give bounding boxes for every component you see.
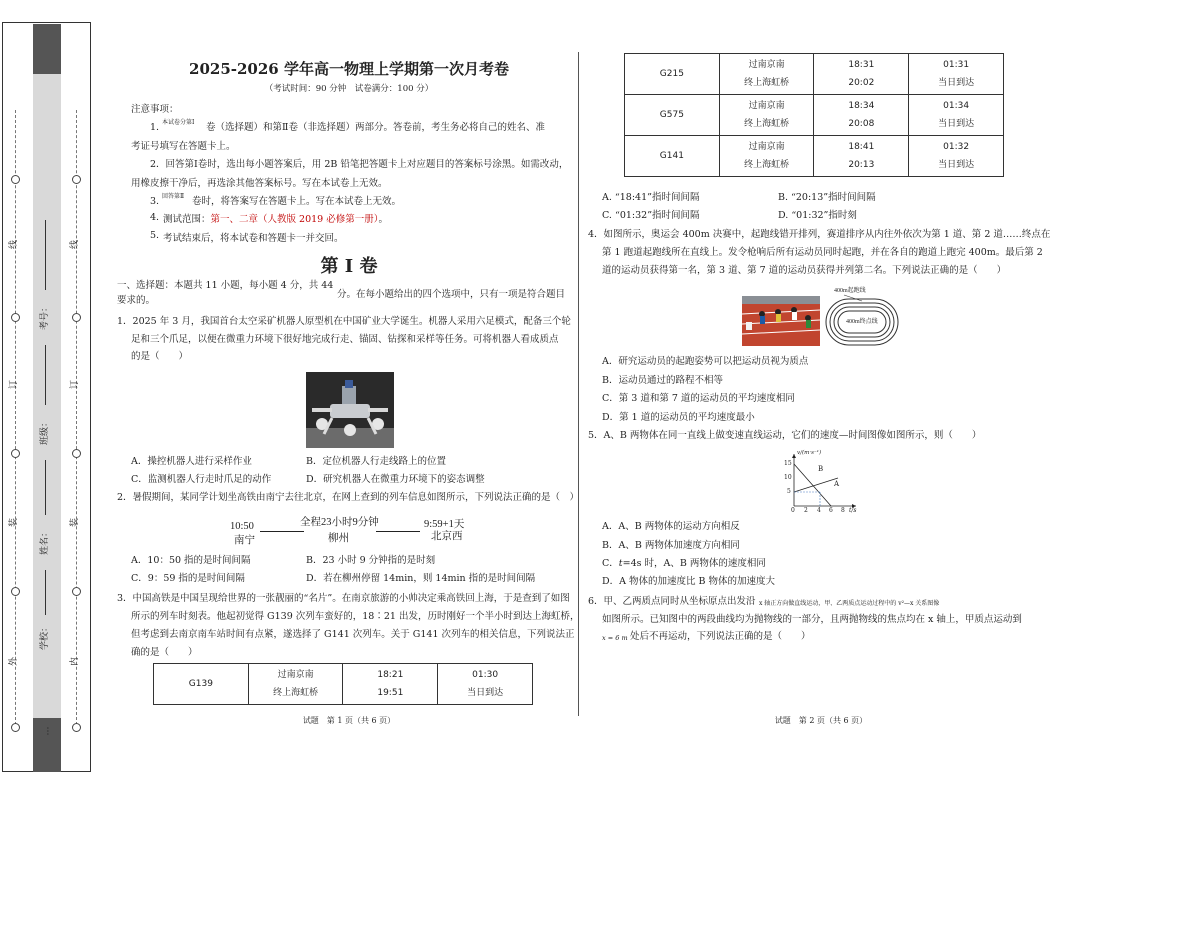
- q5-ytick-5: 5: [787, 488, 791, 495]
- exam-title: 2025-2026 学年高一物理上学期第一次月考卷: [189, 60, 509, 78]
- note-1-line-a: 卷（选择题）和第Ⅱ卷（非选择题）两部分。答卷前，考生务必将自己的姓名、准: [206, 122, 545, 133]
- strip-mark-zhuang: 装: [70, 517, 81, 528]
- footer-page-1: 试题 第 1 页（共 6 页）: [302, 716, 396, 725]
- time-cell: [343, 664, 438, 705]
- duration-cell: [909, 136, 1004, 177]
- q1-option-a: A．操控机器人进行采样作业: [131, 456, 252, 467]
- note-1-small: 本试卷分第Ⅰ: [162, 119, 195, 126]
- route-via: 过南京南: [748, 60, 785, 70]
- route-via: 过南京南: [748, 142, 785, 152]
- cut-line-outer: [15, 110, 16, 730]
- note-3-number: 3.: [150, 196, 160, 207]
- fill-line-class: [45, 345, 46, 405]
- time-cell: [814, 95, 909, 136]
- table-row: [625, 136, 1004, 177]
- binding-hole: [72, 449, 81, 458]
- section-intro-b: 分。在每小题给出的四个选项中，只有一项是符合题目: [337, 289, 566, 300]
- q2-route-line: [376, 531, 420, 532]
- exam-subtitle: （考试时间：90 分钟 试卷满分：100 分）: [264, 84, 434, 94]
- route-cell: [248, 664, 343, 705]
- strip-mark-nei: 内: [70, 656, 81, 667]
- q3-option-d: D. “01:32”指时刻: [778, 210, 857, 221]
- strip-mark-wai: 外: [9, 656, 20, 667]
- strip-mark-xian: 线: [70, 239, 81, 250]
- q4-race-photo: [742, 296, 820, 346]
- q3-stem-d: 确的是（ ）: [131, 647, 198, 658]
- q5-xtick-4: 4: [817, 507, 821, 514]
- q1-option-d: D．研究机器人在微重力环境下的姿态调整: [306, 474, 485, 485]
- strip-mark-ding: 订: [70, 379, 81, 390]
- binding-hole: [11, 723, 20, 732]
- q3-timetable-part2: [624, 53, 1004, 177]
- note-2-line-a: 2．回答第Ⅰ卷时，选出每小题答案后，用 2B 铅笔把答题卡上对应题目的答案标号涂黑。如需改动，: [150, 159, 569, 170]
- duration: 01:30: [472, 670, 499, 680]
- route-cell: [719, 54, 814, 95]
- q2-train-route: [228, 512, 478, 548]
- time-cell: [814, 54, 909, 95]
- q2-departure-city: 南宁: [234, 535, 255, 546]
- arrival-time: 20:13: [848, 160, 875, 170]
- binding-hole: [11, 449, 20, 458]
- time-cell: [814, 136, 909, 177]
- section-intro-c: 要求的。: [117, 295, 156, 306]
- q3-option-b: B. “20:13”指时间间隔: [778, 192, 876, 203]
- note-3-small: 回答第Ⅱ: [162, 193, 185, 200]
- q4-option-a: A．研究运动员的起跑姿势可以把运动员视为质点: [602, 356, 809, 367]
- table-row: [154, 664, 533, 705]
- q5-x-axis-label: t/s: [849, 507, 857, 514]
- note-5-line: 考试结束后，将本试卷和答题卡一并交回。: [163, 233, 344, 244]
- q2-mid-city: 柳州: [328, 533, 349, 544]
- q4-option-c: C．第 3 道和第 7 道的运动员的平均速度相同: [602, 393, 795, 404]
- q5-y-axis-label: v/(m·s⁻¹): [797, 450, 822, 456]
- strip-dots: …: [41, 726, 52, 736]
- note-3-line-a: 卷时，将答案写在答题卡上。写在本试卷上无效。: [192, 196, 402, 207]
- cut-line-inner: [76, 110, 77, 730]
- q5-xtick-2: 2: [804, 507, 808, 514]
- section-intro-a: 一、选择题：本题共 11 小题，每小题 4 分，共 44: [117, 280, 334, 291]
- q4-stem-b: 第 1 跑道起跑线所在直线上。发令枪响后所有运动员同时起跑，并在各自的跑道上跑完 400m。最后第 2: [602, 247, 1043, 258]
- train-number: G141: [625, 136, 720, 177]
- footer-page-2: 试题 第 2 页（共 6 页）: [774, 716, 868, 725]
- binding-strip-band: [33, 74, 61, 718]
- table-row: [625, 54, 1004, 95]
- table-row: [625, 95, 1004, 136]
- strip-mark-xian: 线: [9, 239, 20, 250]
- binding-hole: [72, 313, 81, 322]
- note-4-scope: 第一、二章（人教版 2019 必修第一册）: [210, 214, 379, 225]
- q5-option-c-var: t: [618, 558, 623, 569]
- binding-hole: [72, 723, 81, 732]
- q5-line-label-b: B: [818, 465, 824, 473]
- note-5-number: 5.: [150, 230, 160, 241]
- q6-stem-b: 如图所示。已知图中的两段曲线均为抛物线的一部分，且两抛物线的焦点均在 x 轴上，甲质点运动到: [602, 614, 1022, 625]
- arrival-time: 19:51: [377, 688, 404, 698]
- q2-departure-time: 10:50: [230, 521, 254, 532]
- train-number: G139: [154, 664, 249, 705]
- departure-time: 18:21: [377, 670, 404, 680]
- q5-vt-graph: [780, 450, 860, 518]
- strip-mark-zhuang: 装: [9, 517, 20, 528]
- q5-xtick-6: 6: [829, 507, 833, 514]
- fill-line-school: [45, 570, 46, 615]
- q2-arrival-time: 9:59+1天: [424, 519, 465, 530]
- q2-arrival-city: 北京西: [431, 531, 463, 542]
- note-4-number: 4.: [150, 212, 160, 223]
- arrival-note: 当日到达: [938, 78, 975, 88]
- q2-option-a: A．10：50 指的是时间间隔: [131, 555, 251, 566]
- binding-strip-cap-top: [33, 24, 61, 74]
- q6-stem-c: 处后不再运动，下列说法正确的是（ ）: [630, 631, 811, 642]
- q4-track-diagram: [824, 285, 900, 349]
- q2-duration: 全程23小时9分钟: [300, 517, 379, 528]
- q3-option-a: A. “18:41”指时间间隔: [602, 192, 700, 203]
- note-1-number: 1.: [150, 122, 160, 133]
- route-cell: [719, 136, 814, 177]
- q4-stem-a: 4．如图所示，奥运会 400m 决赛中，起跑线错开排列，赛道排序从内往外依次为第 1 道、第 2 道……终点在: [588, 229, 1051, 240]
- note-4-prefix: 测试范围：: [163, 214, 211, 225]
- q3-option-c: C. “01:32”指时间间隔: [602, 210, 700, 221]
- q5-option-a: A．A、B 两物体的运动方向相反: [602, 521, 740, 532]
- q5-stem: 5．A、B 两物体在同一直线上做变速直线运动，它们的速度—时间图像如图所示，则（ ）: [588, 430, 982, 441]
- note-1-line-b: 考证号填写在答题卡上。: [131, 141, 236, 152]
- section-title: 第 I 卷: [320, 256, 378, 277]
- label-exam-number: 考号：: [40, 302, 51, 331]
- q4-start-line-label: 400m起跑线: [834, 288, 866, 294]
- binding-hole: [11, 313, 20, 322]
- label-class: 班级：: [40, 417, 51, 446]
- note-2-line-b: 用橡皮擦干净后，再选涂其他答案标号。写在本试卷上无效。: [131, 178, 388, 189]
- duration-cell: [909, 95, 1004, 136]
- route-via: 过南京南: [748, 101, 785, 111]
- train-number: G215: [625, 54, 720, 95]
- q1-stem-a: 1．2025 年 3 月，我国首台太空采矿机器人原型机在中国矿业大学诞生。机器人采用六足模式，配备三个轮: [117, 316, 571, 327]
- q5-option-c: [602, 557, 766, 570]
- fill-line-exam-number: [45, 220, 46, 290]
- q4-option-d: D．第 1 道的运动员的平均速度最小: [602, 412, 755, 423]
- q3-stem-c: 但考虑到去南京南车站时间有点紧，遂选择了 G141 次列车。关于 G141 次列车的相关信息，下列说法正: [131, 629, 575, 640]
- q5-xtick-0: 0: [791, 507, 795, 514]
- binding-hole: [11, 587, 20, 596]
- binding-hole: [72, 587, 81, 596]
- arrival-note: 当日到达: [938, 160, 975, 170]
- q5-option-b: B．A、B 两物体加速度方向相同: [602, 540, 740, 551]
- q3-stem-b: 所示的列车时刻表。他起初觉得 G139 次列车蛮好的，18∶21 出发，历时刚好一个半小时到达上海虹桥，: [131, 611, 580, 622]
- train-number: G575: [625, 95, 720, 136]
- q5-line-label-a: A: [834, 480, 840, 488]
- fill-line-name: [45, 460, 46, 515]
- q1-robot-photo: [306, 372, 394, 448]
- note-4-end: 。: [378, 214, 388, 225]
- column-divider: [578, 52, 579, 716]
- q6-stem-c-small: x = 6 m: [602, 634, 628, 642]
- strip-mark-ding: 订: [9, 379, 20, 390]
- route-terminus: 终上海虹桥: [744, 119, 790, 129]
- q6-stem-a: 6．甲、乙两质点同时从坐标原点出发沿: [588, 596, 756, 607]
- q5-option-c-prefix: C．: [602, 558, 619, 569]
- q2-route-line: [260, 531, 304, 532]
- q5-option-c-text: =4s 时，A、B 两物体的速度相同: [622, 558, 766, 569]
- q4-stem-c: 道的运动员获得第一名，第 3 道、第 7 道的运动员获得并列第二名。下列说法正确的是（ ）: [602, 265, 1007, 276]
- arrival-note: 当日到达: [938, 119, 975, 129]
- duration-cell: [909, 54, 1004, 95]
- departure-time: 18:41: [848, 142, 875, 152]
- q5-option-d: D．A 物体的加速度比 B 物体的加速度大: [602, 576, 776, 587]
- route-terminus: 终上海虹桥: [273, 688, 319, 698]
- q2-option-d: D．若在柳州停留 14min，则 14min 指的是时间间隔: [306, 573, 536, 584]
- q5-ytick-15: 15: [784, 460, 792, 467]
- q2-option-b: B．23 小时 9 分钟指的是时刻: [306, 555, 436, 566]
- arrival-note: 当日到达: [467, 688, 504, 698]
- binding-hole: [11, 175, 20, 184]
- route-terminus: 终上海虹桥: [744, 160, 790, 170]
- duration-cell: [438, 664, 533, 705]
- route-terminus: 终上海虹桥: [744, 78, 790, 88]
- q6-stem-a-small: x 轴正方向做直线运动，甲、乙两质点运动过程中的 v²—x 关系图像: [759, 600, 940, 607]
- q1-stem-c: 的是（ ）: [131, 351, 189, 362]
- q1-option-b: B．定位机器人行走线路上的位置: [306, 456, 446, 467]
- duration: 01:32: [943, 142, 970, 152]
- note-4-line: [163, 213, 388, 226]
- label-name: 姓名：: [40, 527, 51, 556]
- q2-option-c: C．9：59 指的是时间间隔: [131, 573, 245, 584]
- q3-timetable-part1: [153, 663, 533, 705]
- label-school: 学校：: [40, 622, 51, 651]
- departure-time: 18:34: [848, 101, 875, 111]
- duration: 01:34: [943, 101, 970, 111]
- q1-option-c: C．监测机器人行走时爪足的动作: [131, 474, 272, 485]
- binding-hole: [72, 175, 81, 184]
- notes-heading: 注意事项：: [131, 104, 179, 115]
- q5-ytick-10: 10: [784, 474, 792, 481]
- q2-stem: 2．暑假期间，某同学计划坐高铁由南宁去往北京，在网上查到的列车信息如图所示，下列说法正确的是（ ）: [117, 492, 580, 503]
- route-cell: [719, 95, 814, 136]
- route-via: 过南京南: [277, 670, 314, 680]
- duration: 01:31: [943, 60, 970, 70]
- q4-finish-line-label: 400m终点线: [846, 319, 878, 325]
- q1-stem-b: 足和三个爪足，以便在微重力环境下很好地完成行走、锚固、钻探和采样等任务。可将机器人看成质点: [131, 334, 559, 345]
- q4-option-b: B．运动员通过的路程不相等: [602, 375, 723, 386]
- q5-xtick-8: 8: [841, 507, 845, 514]
- arrival-time: 20:08: [848, 119, 875, 129]
- arrival-time: 20:02: [848, 78, 875, 88]
- departure-time: 18:31: [848, 60, 875, 70]
- q3-stem-a: 3．中国高铁是中国呈现给世界的一张靓丽的“名片”。在南京旅游的小帅决定乘高铁回上海，于是查到了如图: [117, 593, 570, 604]
